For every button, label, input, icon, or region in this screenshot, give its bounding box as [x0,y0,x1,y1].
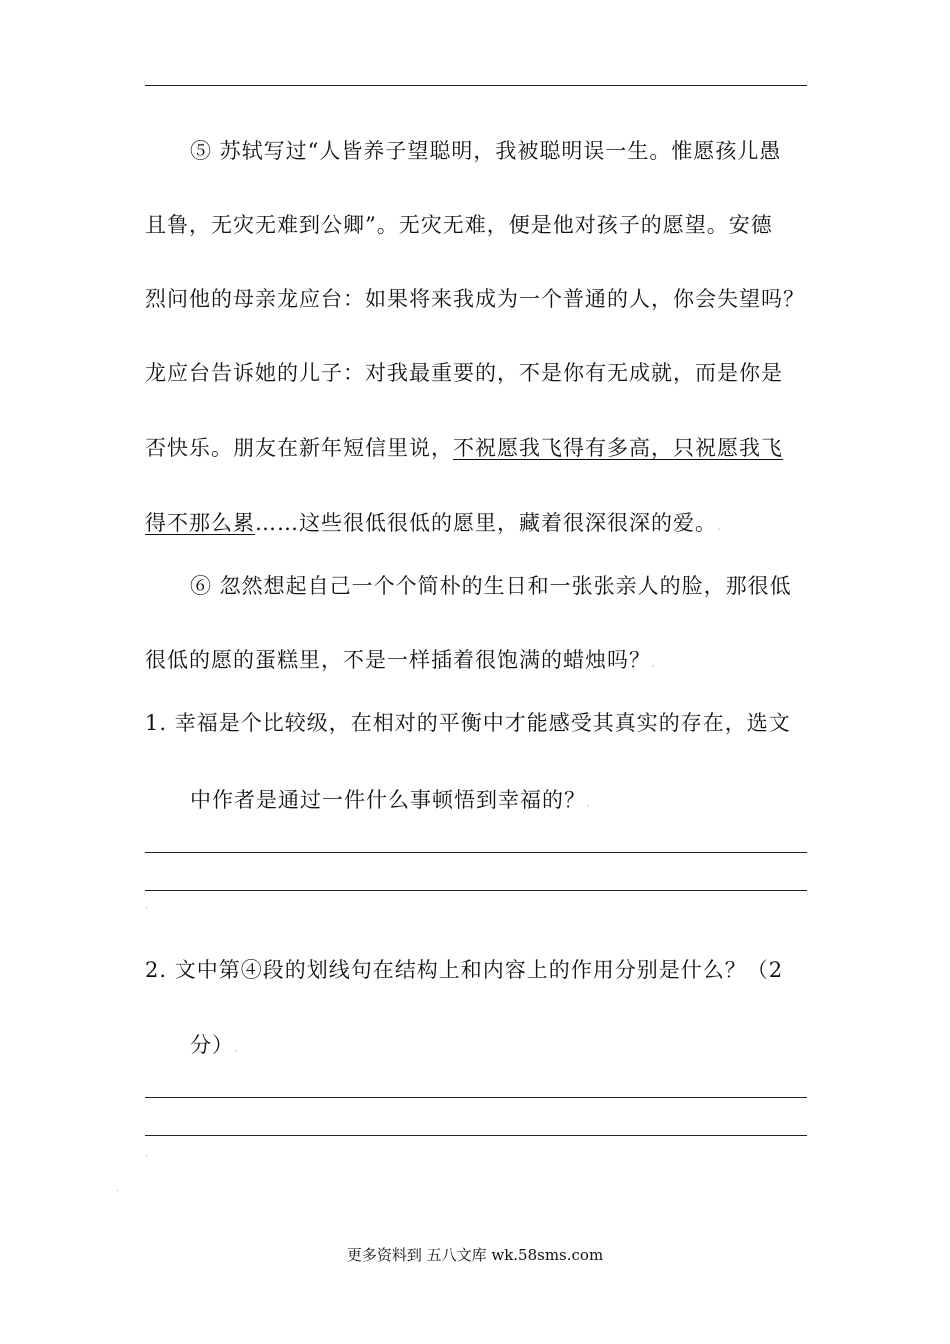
paragraph5-line4-text: 龙应台告诉她的儿子：对我最重要的，不是你有无成就，而是你是 [145,361,783,385]
question1-text: 1. 幸福是个比较级，在相对的平衡中才能感受其真实的存在，选文 [145,711,791,735]
question2-text-cont: 分） [190,1033,234,1057]
paragraph-mark: . [116,1183,120,1194]
footer-text: 更多资料到 五八文库 wk.58sms.com [346,1246,604,1264]
underlined-sentence-part1: 不祝愿我飞得有多高，只祝愿我飞 [453,436,783,460]
paragraph5-line3-text: 烈问他的母亲龙应台：如果将来我成为一个普通的人，你会失望吗？ [145,287,805,311]
paragraph5-line2 [145,210,807,240]
answer-line-3[interactable] [145,1097,807,1098]
question1-line1 [145,708,807,738]
paragraph-mark: . [717,519,721,533]
question1-line2 [190,785,807,818]
question2-line1 [145,955,807,985]
paragraph-mark: . [145,900,149,911]
paragraph5-line1 [190,136,807,166]
paragraph6-line2-text: 很低的愿的蛋糕里，不是一样插着很饱满的蜡烛吗？ [145,648,651,672]
answer-line-1[interactable] [145,852,807,853]
question1-text-cont: 中作者是通过一件什么事顿悟到幸福的？ [190,788,586,812]
paragraph5-line3 [145,284,807,314]
paragraph6-line2 [145,645,807,678]
paragraph5-line1-text: ⑤ 苏轼写过“人皆养子望聪明，我被聪明误一生。惟愿孩儿愚 [190,139,782,163]
paragraph-mark: . [234,1041,238,1055]
paragraph5-line4 [145,358,807,388]
paragraph6-line1 [190,571,807,601]
underlined-sentence-part2: 得不那么累 [145,511,255,535]
paragraph5-line6-plain: ……这些很低很低的愿里，藏着很深很深的爱。 [255,511,717,535]
answer-line-2[interactable] [145,890,807,891]
paragraph5-line6 [145,508,807,541]
paragraph5-line5 [145,433,807,463]
paragraph-mark: . [651,656,655,670]
paragraph5-line5-plain: 否快乐。朋友在新年短信里说， [145,436,453,460]
answer-line-4[interactable] [145,1135,807,1136]
paragraph6-line1-text: ⑥ 忽然想起自己一个个简朴的生日和一张张亲人的脸，那很低 [190,574,792,598]
paragraph5-line2-text: 且鲁，无灾无难到公卿”。无灾无难，便是他对孩子的愿望。安德 [145,213,773,237]
paragraph-mark: . [586,796,590,810]
question2-line2 [190,1030,807,1063]
paragraph-mark: . [145,1148,149,1159]
question2-text: 2. 文中第④段的划线句在结构上和内容上的作用分别是什么？（2 [145,958,784,982]
header-rule [145,85,807,86]
